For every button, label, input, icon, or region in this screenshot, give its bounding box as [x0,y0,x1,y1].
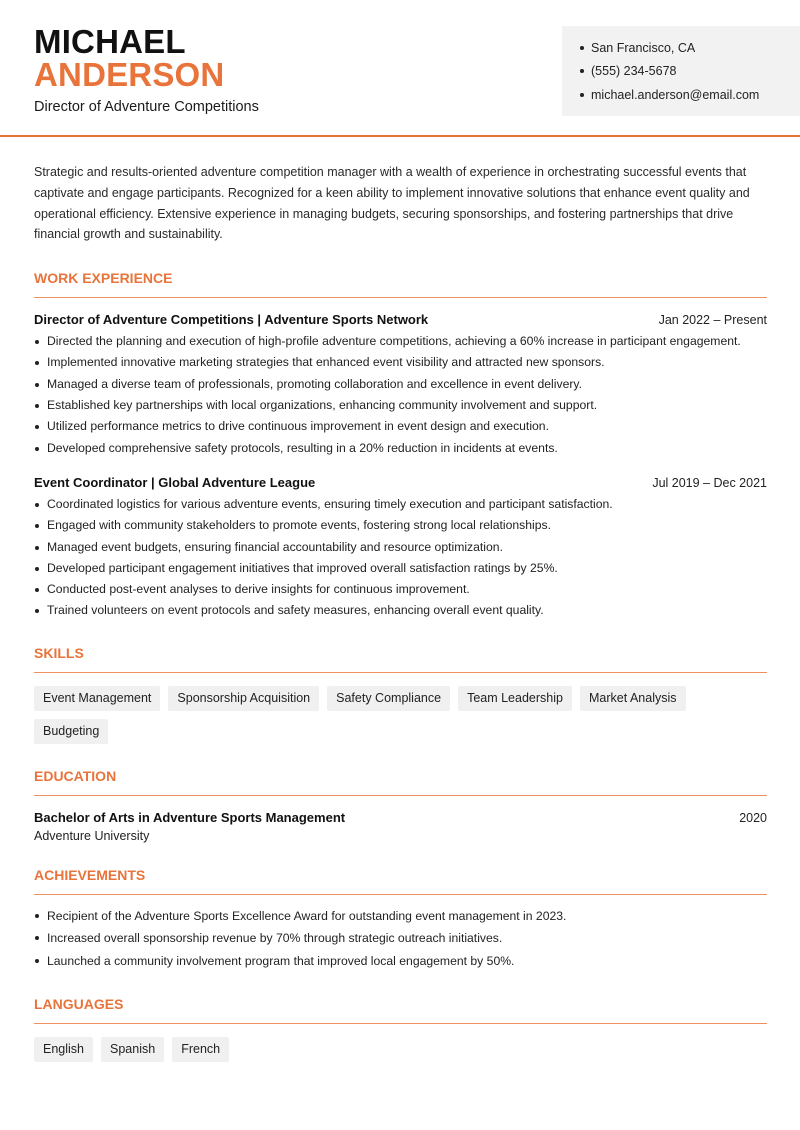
list-item [34,395,767,416]
list-item [34,905,767,928]
list-item [34,558,767,579]
list-item-text: Established key partnerships with local organizations, enhancing community involvement and support. [47,398,598,413]
language-chip: English [34,1037,93,1062]
section-title-languages: LANGUAGES [34,996,124,1013]
list-item [34,352,767,373]
bullet-icon [35,361,39,365]
contact-location-text: San Francisco, CA [591,40,696,55]
list-item-text: Trained volunteers on event protocols and safety measures, enhancing overall event quality. [47,603,544,618]
bullet-icon [580,46,584,50]
section-divider [34,1023,767,1024]
skill-chip: Budgeting [34,719,108,744]
skill-chip: Event Management [34,686,160,711]
education-entry [34,810,767,843]
bullet-icon [35,447,39,451]
list-item-text: Implemented innovative marketing strategies that enhanced event visibility and attracted new sponsors. [47,355,605,370]
skill-chip: Team Leadership [458,686,572,711]
section-divider [34,795,767,796]
list-item [34,494,767,515]
list-item-text: Increased overall sponsorship revenue by 70% through strategic outreach initiatives. [47,931,503,946]
languages-chip-list [34,1037,767,1062]
skills-chip-list [34,686,767,744]
list-item-text: Managed event budgets, ensuring financial accountability and resource optimization. [47,539,503,554]
list-item [34,515,767,536]
job-dates: Jul 2019 – Dec 2021 [652,475,767,490]
list-item-text: Engaged with community stakeholders to promote events, fostering strong local relationships. [47,518,552,533]
bullet-icon [35,609,39,613]
skill-chip: Safety Compliance [327,686,450,711]
header-divider [0,135,800,137]
list-item-text: Developed participant engagement initiatives that improved overall satisfaction ratings by 25%. [47,560,558,575]
job-title: Director of Adventure Competitions [34,99,259,115]
job-header [34,312,767,327]
bullet-icon [35,914,39,918]
contact-location [580,36,800,60]
list-item-text: Developed comprehensive safety protocols, resulting in a 20% reduction in incidents at events. [47,440,558,455]
education-header [34,810,767,825]
skills-section [34,644,767,744]
list-item-text: Directed the planning and execution of high-profile adventure competitions, achieving a 60% increase in participant engagement. [47,334,741,349]
list-item [34,416,767,437]
list-item [34,331,767,352]
job-bullet-list [34,494,767,622]
list-item [34,579,767,600]
bullet-icon [35,404,39,408]
resume-header [0,0,800,136]
section-title-work: WORK EXPERIENCE [34,270,173,287]
list-item [34,950,767,973]
section-divider [34,894,767,895]
list-item [34,537,767,558]
first-name: MICHAEL [34,23,186,60]
languages-section [34,995,767,1062]
bullet-icon [35,936,39,940]
skill-chip: Sponsorship Acquisition [168,686,319,711]
job-entry [34,475,767,622]
job-role: Event Coordinator | Global Adventure League [34,474,316,490]
bullet-icon [35,425,39,429]
section-title-skills: SKILLS [34,644,84,661]
contact-box [562,26,800,116]
job-entry [34,312,767,459]
job-role: Director of Adventure Competitions | Adventure Sports Network [34,312,429,328]
job-header [34,475,767,490]
skill-chip: Market Analysis [580,686,686,711]
bullet-icon [35,588,39,592]
contact-phone [580,60,800,84]
bullet-icon [35,959,39,963]
job-dates: Jan 2022 – Present [658,313,767,328]
last-name: ANDERSON [34,56,225,93]
contact-phone-text: (555) 234-5678 [591,64,677,79]
list-item [34,600,767,621]
contact-email[interactable] [580,83,800,107]
bullet-icon [35,340,39,344]
language-chip: Spanish [101,1037,164,1062]
list-item [34,927,767,950]
list-item [34,438,767,459]
section-title-education: EDUCATION [34,767,117,784]
list-item [34,374,767,395]
bullet-icon [580,93,584,97]
education-section [34,767,767,843]
achievements-section [34,866,767,973]
bullet-icon [35,383,39,387]
bullet-icon [35,567,39,571]
achievements-list [34,905,767,973]
degree-title: Bachelor of Arts in Adventure Sports Management [34,809,346,825]
list-item-text: Coordinated logistics for various adventure events, ensuring timely execution and participant satisfaction. [47,496,613,511]
bullet-icon [35,524,39,528]
language-chip: French [172,1037,229,1062]
section-divider [34,297,767,298]
summary-paragraph: Strategic and results-oriented adventure competition manager with a wealth of experience in orchestrating successful events that captivate and engage participants. Recognized for a keen ability to implement innovative solutions that enhance event quality and operational efficiency. Extensive experience in managing budgets, securing sponsorships, and fostering partnerships that drive financial growth and sustainability. [34,165,750,242]
bullet-icon [35,503,39,507]
school-name: Adventure University [34,828,150,843]
list-item-text: Managed a diverse team of professionals, promoting collaboration and excellence in event delivery. [47,376,582,391]
job-bullet-list [34,331,767,459]
resume-content [34,162,767,1062]
section-divider [34,672,767,673]
list-item-text: Conducted post-event analyses to derive insights for continuous improvement. [47,582,470,597]
graduation-year: 2020 [739,810,767,825]
list-item-text: Recipient of the Adventure Sports Excellence Award for outstanding event management in 2023. [47,908,567,923]
work-experience-section [34,269,767,622]
bullet-icon [35,546,39,550]
bullet-icon [580,69,584,73]
contact-email-text[interactable]: michael.anderson@email.com [591,87,760,102]
section-title-achievements: ACHIEVEMENTS [34,866,146,883]
list-item-text: Utilized performance metrics to drive continuous improvement in event design and execution. [47,419,549,434]
list-item-text: Launched a community involvement program that improved local engagement by 50%. [47,953,515,968]
